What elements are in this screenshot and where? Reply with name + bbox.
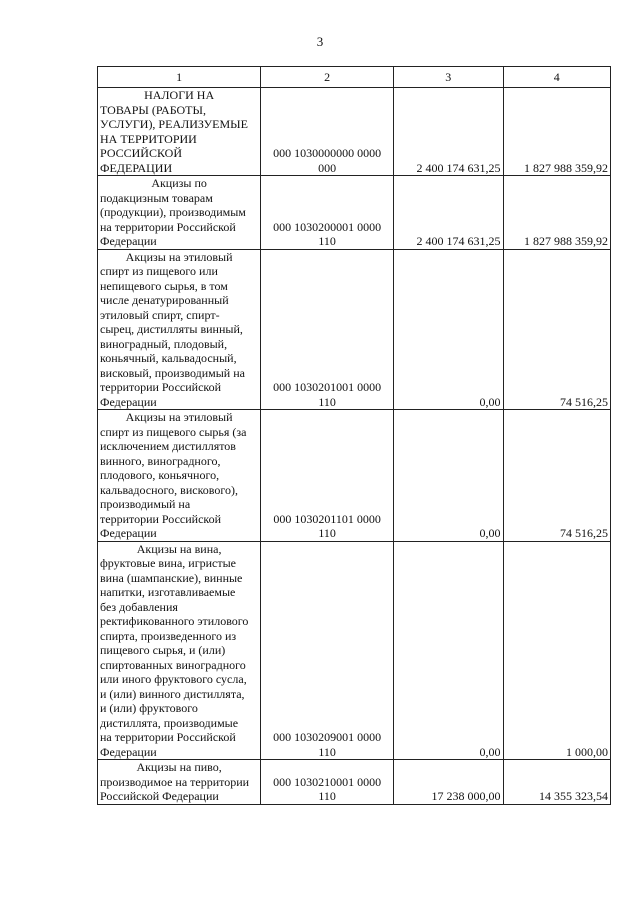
row-description-rest: производимое на территории Российской Федерации bbox=[100, 774, 250, 803]
row-description-first-line: Акцизы на этиловый bbox=[125, 249, 233, 264]
row-value-col4: 74 516,25 bbox=[503, 410, 611, 542]
table-row bbox=[98, 760, 611, 805]
row-description bbox=[98, 410, 261, 542]
row-code: 000 1030201001 0000 110 bbox=[261, 249, 394, 410]
row-value-col3: 0,00 bbox=[394, 541, 503, 760]
row-description bbox=[98, 541, 261, 760]
row-value-col4: 1 827 988 359,92 bbox=[503, 88, 611, 176]
row-description bbox=[98, 760, 261, 805]
row-code: 000 1030210001 0000 110 bbox=[261, 760, 394, 805]
table-row bbox=[98, 88, 611, 176]
row-description bbox=[98, 88, 261, 176]
row-value-col4: 14 355 323,54 bbox=[503, 760, 611, 805]
header-col-2: 2 bbox=[261, 67, 394, 88]
row-description-rest: спирт из пищевого или непищевого сырья, в том числе денатурированный этиловый спирт, спирт- сырец, дистилляты винный, виноградный, плодовый, коньячный, кальвадосный, висковый, производимый на территории Российской Федерации bbox=[100, 264, 245, 409]
row-description-first-line: Акцизы на этиловый bbox=[125, 410, 233, 424]
row-value-col3: 0,00 bbox=[394, 249, 503, 410]
row-description-first-line: Акцизы по bbox=[151, 176, 207, 190]
table-row bbox=[98, 541, 611, 760]
row-code: 000 1030201101 0000 110 bbox=[261, 410, 394, 542]
row-value-col3: 17 238 000,00 bbox=[394, 760, 503, 805]
row-value-col4: 74 516,25 bbox=[503, 249, 611, 410]
row-description-rest: подакцизным товарам (продукции), производимым на территории Российской Федерации bbox=[100, 190, 246, 248]
row-description-first-line: НАЛОГИ НА bbox=[144, 88, 215, 102]
header-col-4: 4 bbox=[503, 67, 611, 88]
row-code: 000 1030209001 0000 110 bbox=[261, 541, 394, 760]
row-description-rest: ТОВАРЫ (РАБОТЫ, УСЛУГИ), РЕАЛИЗУЕМЫЕ НА ТЕРРИТОРИИ РОССИЙСКОЙ ФЕДЕРАЦИИ bbox=[100, 102, 248, 175]
row-description-first-line: Акцизы на вина, bbox=[136, 541, 222, 556]
table-body bbox=[98, 88, 611, 805]
row-description-rest: фруктовые вина, игристые вина (шампанские), винные напитки, изготавливаемые без добавления ректификованного этилового спирта, произведенного из пищевого сырья, и (или) спиртованных виноградного или иного фруктового сусла, и (или) винного дистиллята, и (или) фруктового дистиллята, производимые на территории Российской Федерации bbox=[100, 556, 249, 759]
header-col-3: 3 bbox=[394, 67, 503, 88]
row-description-rest: спирт из пищевого сырья (за исключением дистиллятов винного, виноградного, плодового, коньячного, кальвадосного, вискового), производимый на территории Российской Федерации bbox=[100, 424, 247, 540]
table-row bbox=[98, 410, 611, 542]
table-row bbox=[98, 176, 611, 250]
row-description bbox=[98, 249, 261, 410]
header-row bbox=[98, 67, 611, 88]
row-description-first-line: Акцизы на пиво, bbox=[136, 760, 222, 774]
row-description bbox=[98, 176, 261, 250]
row-code: 000 1030000000 0000 000 bbox=[261, 88, 394, 176]
table-header bbox=[98, 67, 611, 88]
table-row bbox=[98, 249, 611, 410]
revenue-table bbox=[97, 66, 611, 805]
row-value-col4: 1 827 988 359,92 bbox=[503, 176, 611, 250]
row-value-col3: 0,00 bbox=[394, 410, 503, 542]
row-value-col4: 1 000,00 bbox=[503, 541, 611, 760]
row-code: 000 1030200001 0000 110 bbox=[261, 176, 394, 250]
page-number: 3 bbox=[316, 34, 324, 49]
row-value-col3: 2 400 174 631,25 bbox=[394, 88, 503, 176]
row-value-col3: 2 400 174 631,25 bbox=[394, 176, 503, 250]
header-col-1: 1 bbox=[98, 67, 261, 88]
